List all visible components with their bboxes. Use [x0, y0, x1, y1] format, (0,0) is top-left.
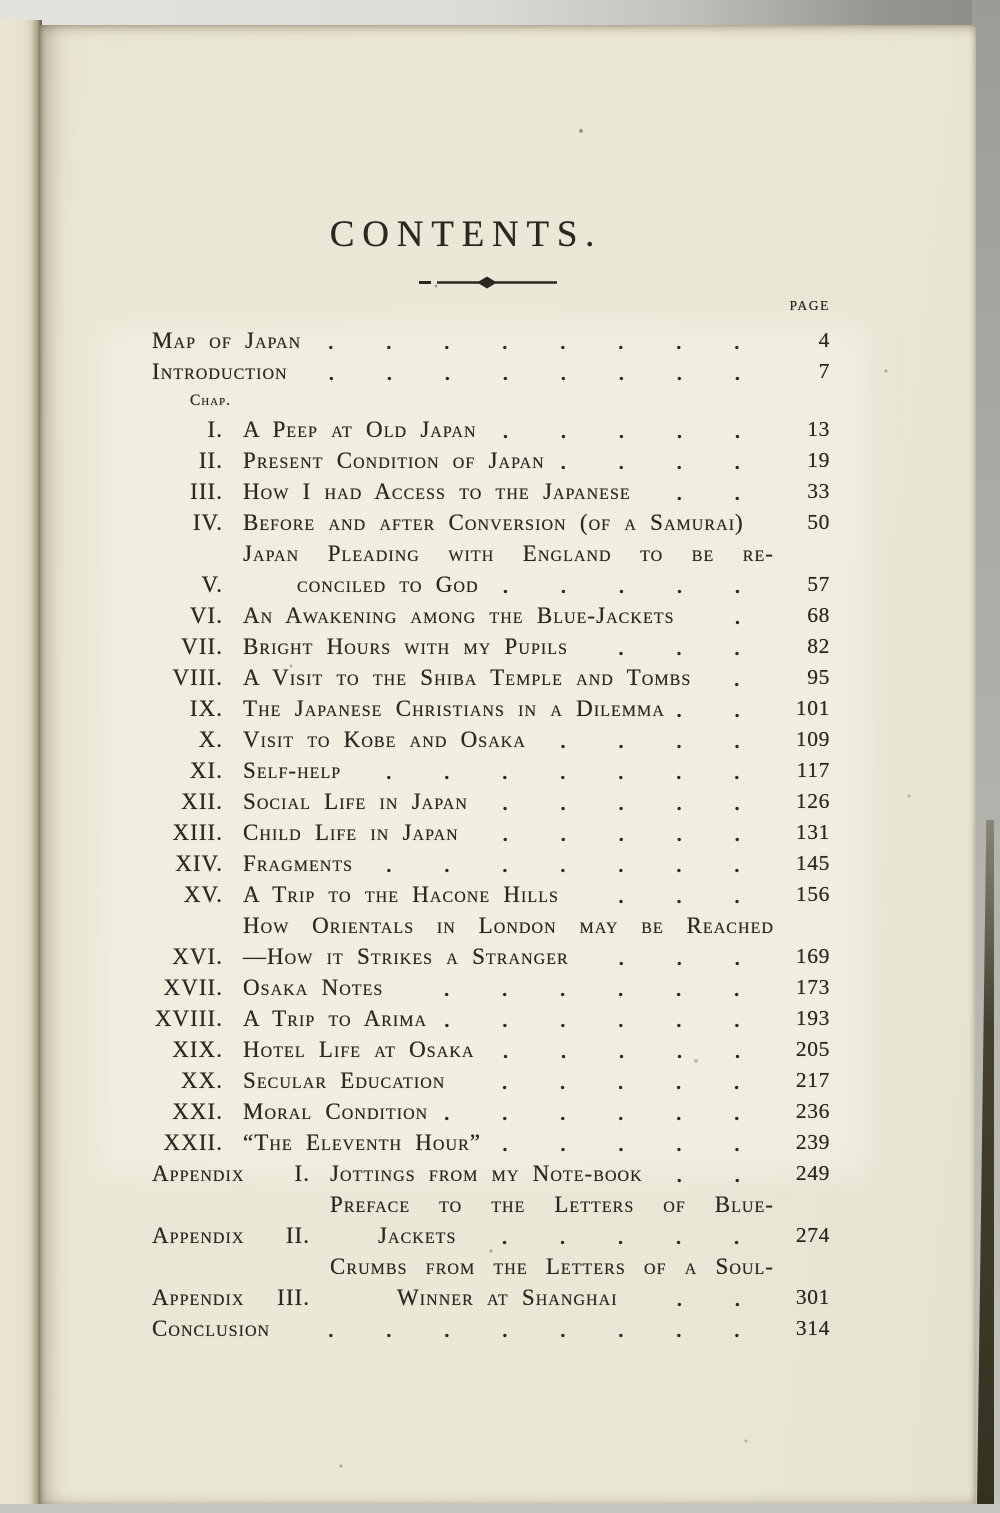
dot-leader: [282, 1314, 768, 1344]
dot-leader: [571, 880, 768, 910]
dot-leader: [480, 787, 768, 817]
entry-body: [243, 848, 774, 879]
chapter-column-label: Chap.: [190, 392, 231, 409]
entry-title: Child Life in Japan: [243, 820, 459, 845]
entry-title-line: [152, 325, 774, 356]
entry-body: [243, 1034, 774, 1065]
contents-page: [40, 25, 976, 1506]
entry-title-line: [243, 755, 774, 786]
dot-leader: [703, 663, 768, 693]
chapter-number: I.: [207, 417, 223, 442]
dot-leader: [493, 1128, 768, 1158]
entry-title-line: [243, 476, 774, 507]
toc-entry: [152, 414, 830, 445]
entry-page-number: 239: [795, 1130, 830, 1154]
entry-body: [243, 1096, 774, 1127]
entry-title: The Japanese Christians in a Dilemma: [243, 696, 665, 721]
entry-page-number: 145: [795, 851, 830, 875]
chapter-number: VI.: [189, 603, 223, 628]
entry-title-line: [243, 662, 774, 693]
dot-leader: [687, 601, 768, 631]
entry-title-line: [243, 1065, 774, 1096]
entry-title: Conclusion: [152, 1316, 271, 1341]
entry-page-number: 131: [795, 820, 830, 844]
toc-entry: [152, 1313, 830, 1344]
toc-entry: [152, 1065, 830, 1096]
entry-page-number: 82: [807, 634, 830, 658]
entry-title-line: [243, 1127, 774, 1158]
chapter-number: XV.: [183, 882, 223, 907]
entry-page-number: 193: [795, 1006, 830, 1030]
chapter-number: XII.: [181, 789, 223, 814]
entry-body: [330, 1251, 774, 1313]
paper-speckles: [40, 25, 42, 27]
entry-page-number: 13: [807, 417, 830, 441]
entry-page-number: 33: [807, 479, 830, 503]
toc-entry: [152, 1096, 830, 1127]
chapter-number: III.: [190, 479, 223, 504]
entry-title: Moral Condition: [243, 1099, 429, 1124]
toc-entry: [152, 693, 830, 724]
entry-title-line: [243, 879, 774, 910]
chapter-number: XVII.: [163, 975, 223, 1000]
entry-title-line: [397, 1282, 774, 1313]
toc-entry: [152, 662, 830, 693]
entry-title: A Trip to the Hacone Hills: [243, 882, 559, 907]
entry-page-number: 50: [807, 510, 830, 534]
toc-entry: [152, 1003, 830, 1034]
entry-page-number: 95: [807, 665, 830, 689]
toc-entry: [152, 538, 830, 600]
entry-title-line: [330, 1158, 774, 1189]
entry-title-line: [243, 941, 774, 972]
entry-body: [243, 538, 774, 600]
toc-entry: [152, 507, 830, 538]
entry-page-number: 217: [795, 1068, 830, 1092]
chapter-number: IV.: [192, 510, 223, 535]
toc-entry: [152, 1251, 830, 1313]
toc-entry: [152, 445, 830, 476]
toc-entry: [152, 600, 830, 631]
dot-leader: [557, 446, 768, 476]
entry-page-number: 173: [795, 975, 830, 999]
entry-body: [243, 476, 774, 507]
toc-entry: [152, 972, 830, 1003]
toc-entry: [152, 476, 830, 507]
entry-title: Before and after Conversion (of a Samurai): [243, 510, 744, 535]
entry-title-line: [243, 1034, 774, 1065]
entry-title: —How it Strikes a Stranger: [243, 944, 569, 969]
chapter-number: XIV.: [175, 851, 223, 876]
entry-body: [330, 1189, 774, 1251]
entry-body: [243, 507, 774, 538]
dot-leader: [580, 632, 768, 662]
entry-page-number: 4: [818, 328, 830, 352]
entry-body: [243, 786, 774, 817]
toc-entry: [152, 1189, 830, 1251]
entry-title: Introduction: [152, 359, 288, 384]
page-content: [152, 25, 830, 1344]
entry-title: Present Condition of Japan: [243, 448, 545, 473]
entry-title-line: [243, 445, 774, 476]
toc-entry: [152, 910, 830, 972]
toc-entry: [152, 1034, 830, 1065]
entry-title-line: [152, 1313, 774, 1344]
dot-leader: [655, 1159, 768, 1189]
chapter-number: IX.: [189, 696, 223, 721]
entry-title-line: [378, 1220, 774, 1251]
dot-leader: [353, 756, 768, 786]
entry-page-number: 236: [795, 1099, 830, 1123]
entry-page-number: 7: [818, 359, 830, 383]
entry-title: Hotel Life at Osaka: [243, 1037, 475, 1062]
toc-entry: [152, 356, 830, 387]
chapter-number: II.: [198, 448, 223, 473]
diamond-rule-ornament: [418, 276, 558, 289]
dot-leader: [457, 1066, 768, 1096]
entry-page-number: 109: [795, 727, 830, 751]
entry-body: [243, 662, 774, 693]
entry-title-line: [243, 972, 774, 1003]
chapter-number: XXII.: [163, 1130, 223, 1155]
dot-leader: [491, 570, 768, 600]
entry-page-number: 19: [807, 448, 830, 472]
entry-title: conciled to God: [297, 572, 479, 597]
entry-body: [243, 724, 774, 755]
entry-body: [243, 910, 774, 972]
appendix-label: [152, 1282, 310, 1313]
entry-body: [243, 1065, 774, 1096]
entry-title-line: [243, 786, 774, 817]
chapter-number: XVIII.: [154, 1006, 223, 1031]
entry-title-line: Crumbs from the Letters of a Soul-: [330, 1254, 774, 1279]
chapter-number: XXI.: [172, 1099, 223, 1124]
appendix-prefix: Appendix: [152, 1161, 245, 1186]
entry-body: [243, 1127, 774, 1158]
appendix-prefix: Appendix: [152, 1285, 245, 1310]
dot-leader: [468, 1221, 768, 1251]
entry-page-number: 57: [807, 572, 830, 596]
entry-title-line: [243, 1096, 774, 1127]
entry-title: Winner at Shanghai: [397, 1285, 618, 1310]
entry-title-line: [243, 1003, 774, 1034]
entry-page-number: 101: [795, 696, 830, 720]
dot-leader: [677, 694, 768, 724]
entry-title-line: [243, 848, 774, 879]
contents-title: CONTENTS.: [329, 214, 603, 255]
entry-title: A Visit to the Shiba Temple and Tombs: [243, 665, 692, 690]
dot-leader: [440, 1097, 768, 1127]
entry-page-number: 301: [795, 1285, 830, 1309]
entry-page-number: 156: [795, 882, 830, 906]
photo-background-bottom: [0, 1504, 1000, 1513]
dot-leader: [581, 942, 768, 972]
appendix-number: I.: [294, 1161, 310, 1186]
facing-page-edge: [0, 20, 42, 1507]
entry-title: A Peep at Old Japan: [243, 417, 477, 442]
entry-page-number: 169: [795, 944, 830, 968]
toc-entry: [152, 1158, 830, 1189]
chapter-number: XX.: [180, 1068, 223, 1093]
entry-title-line: How Orientals in London may be Reached: [243, 913, 774, 938]
toc-entry: [152, 755, 830, 786]
entry-body: [152, 356, 774, 387]
entry-body: [152, 325, 774, 356]
entry-page-number: 117: [796, 758, 830, 782]
entry-body: [243, 1003, 774, 1034]
entry-page-number: 126: [795, 789, 830, 813]
toc-entry: [152, 631, 830, 662]
entry-title: Map of Japan: [152, 328, 302, 353]
dot-leader: [487, 1035, 769, 1065]
entry-title: A Trip to Arima: [243, 1006, 428, 1031]
dot-leader: [439, 1004, 768, 1034]
entry-body: [243, 972, 774, 1003]
entry-body: [152, 1313, 774, 1344]
entry-body: [330, 1158, 774, 1189]
entry-body: [243, 879, 774, 910]
toc-entry: [152, 786, 830, 817]
entry-title-line: [243, 724, 774, 755]
toc-entry: [152, 879, 830, 910]
entry-title-line: [243, 600, 774, 631]
dot-leader: [489, 415, 768, 445]
entry-title: Secular Education: [243, 1068, 446, 1093]
entry-page-number: 205: [795, 1037, 830, 1061]
entry-title: An Awakening among the Blue-Jackets: [243, 603, 675, 628]
appendix-label: [152, 1158, 310, 1189]
entry-title: Social Life in Japan: [243, 789, 468, 814]
entry-page-number: 249: [795, 1161, 830, 1185]
entry-title: Bright Hours with my Pupils: [243, 634, 569, 659]
chapter-number: X.: [198, 727, 223, 752]
entry-title: Fragments: [243, 851, 354, 876]
entry-title-line: [243, 507, 774, 538]
entry-title-line: [243, 414, 774, 445]
dot-leader: [756, 508, 768, 538]
entry-title-line: [243, 631, 774, 662]
chapter-number: XIX.: [172, 1037, 223, 1062]
entry-body: [243, 414, 774, 445]
dot-leader: [395, 973, 768, 1003]
entry-title: How I had Access to the Japanese: [243, 479, 631, 504]
entry-title: Self-help: [243, 758, 342, 783]
entry-title: Osaka Notes: [243, 975, 384, 1000]
chapter-number: XI.: [189, 758, 223, 783]
dot-leader: [538, 725, 768, 755]
entry-title-line: [243, 693, 774, 724]
entry-body: [243, 755, 774, 786]
dot-leader: [300, 357, 768, 387]
entry-title-line: Preface to the Letters of Blue-: [330, 1192, 774, 1217]
chapter-number: XIII.: [172, 820, 223, 845]
entry-body: [243, 600, 774, 631]
toc-entry: [152, 325, 830, 356]
entry-title: Visit to Kobe and Osaka: [243, 727, 526, 752]
chapter-number: VIII.: [172, 665, 223, 690]
entry-title-line: Japan Pleading with England to be re-: [243, 541, 774, 566]
entry-body: [243, 693, 774, 724]
entry-title-line: [152, 356, 774, 387]
appendix-label: [152, 1220, 310, 1251]
entry-body: [243, 445, 774, 476]
dot-leader: [313, 326, 768, 356]
chapter-number: XVI.: [172, 944, 223, 969]
appendix-number: III.: [277, 1285, 310, 1310]
entry-page-number: 68: [807, 603, 830, 627]
toc-entry: [152, 848, 830, 879]
entry-title-line: [243, 817, 774, 848]
toc-entry: [152, 724, 830, 755]
entry-body: [243, 817, 774, 848]
chapter-number: V.: [201, 572, 223, 597]
entry-page-number: 314: [795, 1316, 830, 1340]
dot-leader: [471, 818, 768, 848]
toc-entry: [152, 1127, 830, 1158]
chapter-number: VII.: [181, 634, 223, 659]
entry-title: “The Eleventh Hour”: [243, 1130, 482, 1155]
dot-leader: [643, 477, 768, 507]
appendix-number: II.: [285, 1223, 310, 1248]
dot-leader: [365, 849, 768, 879]
entry-body: [243, 631, 774, 662]
appendix-prefix: Appendix: [152, 1223, 245, 1248]
entry-title: Jackets: [378, 1223, 457, 1248]
toc-entry: [152, 817, 830, 848]
entry-title-line: [297, 569, 774, 600]
table-of-contents: [152, 325, 830, 1344]
entry-page-number: 274: [795, 1223, 830, 1247]
entry-title: Jottings from my Note-book: [330, 1161, 643, 1186]
page-column-label: PAGE: [789, 298, 830, 313]
dot-leader: [630, 1283, 768, 1313]
